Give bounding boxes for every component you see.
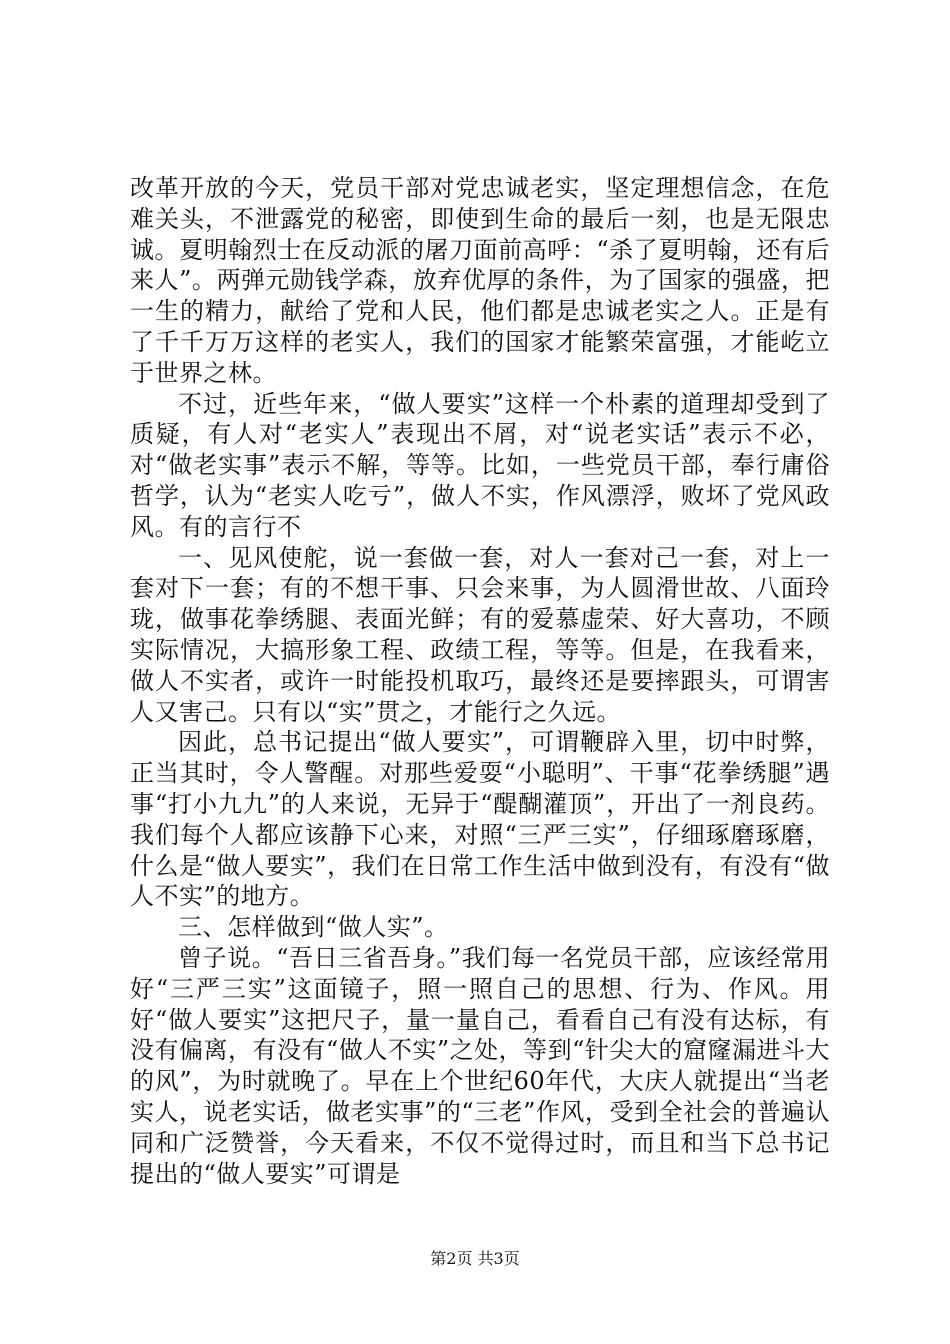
document-body bbox=[130, 173, 830, 1189]
paragraph-4: 因此，总书记提出“做人要实”，可谓鞭辟入里，切中时弊，正当其时，令人警醒。对那些爱耍“小聪明”、干事“花拳绣腿”遇事“打小九九”的人来说，无异于“醍醐灌顶”，开出了一剂良药。我们每个人都应该静下心来，对照“三严三实”，仔细琢磨琢磨，什么是“做人要实”，我们在日常工作生活中做到没有，有没有“做人不实”的地方。 bbox=[130, 728, 830, 911]
section-heading: 三、怎样做到“做人实”。 bbox=[178, 913, 449, 942]
paragraph-3: 一、见风使舵，说一套做一套，对人一套对己一套，对上一套对下一套；有的不想干事、只会来事，为人圆滑世故、八面玲珑，做事花拳绣腿、表面光鲜；有的爱慕虚荣、好大喜功，不顾实际情况，大搞形象工程、政绩工程，等等。但是，在我看来，做人不实者，或许一时能投机取巧，最终还是要摔跟头，可谓害人又害己。只有以“实”贯之，才能行之久远。 bbox=[130, 543, 830, 726]
page-footer: 第2页 共3页 bbox=[430, 1249, 520, 1268]
paragraph-1: 改革开放的今天，党员干部对党忠诚老实，坚定理想信念，在危难关头，不泄露党的秘密，即使到生命的最后一刻，也是无限忠诚。夏明翰烈士在反动派的屠刀面前高呼：“杀了夏明翰，还有后来人”。两弹元勋钱学森，放弃优厚的条件，为了国家的强盛，把一生的精力，献给了党和人民，他们都是忠诚老实之人。正是有了千千万万这样的老实人，我们的国家才能繁荣富强，才能屹立于世界之林。 bbox=[130, 174, 830, 387]
paragraph-2: 不过，近些年来，“做人要实”这样一个朴素的道理却受到了质疑，有人对“老实人”表现出不屑，对“说老实话”表示不必，对“做老实事”表示不解，等等。比如，一些党员干部，奉行庸俗哲学，认为“老实人吃亏”，做人不实，作风漂浮，败坏了党风政风。有的言行不 bbox=[130, 389, 830, 541]
paragraph-5: 曾子说。“吾日三省吾身。”我们每一名党员干部，应该经常用好“三严三实”这面镜子，照一照自己的思想、行为、作风。用好“做人要实”这把尺子，量一量自己，看看自己有没有达标，有没有偏离，有没有“做人不实”之处，等到“针尖大的窟窿漏进斗大的风”，为时就晚了。早在上个世纪60年代，大庆人就提出“当老实人，说老实话，做老实事”的“三老”作风，受到全社会的普遍认同和广泛赞誉，今天看来，不仅不觉得过时，而且和当下总书记提出的“做人要实”可谓是 bbox=[130, 943, 830, 1188]
